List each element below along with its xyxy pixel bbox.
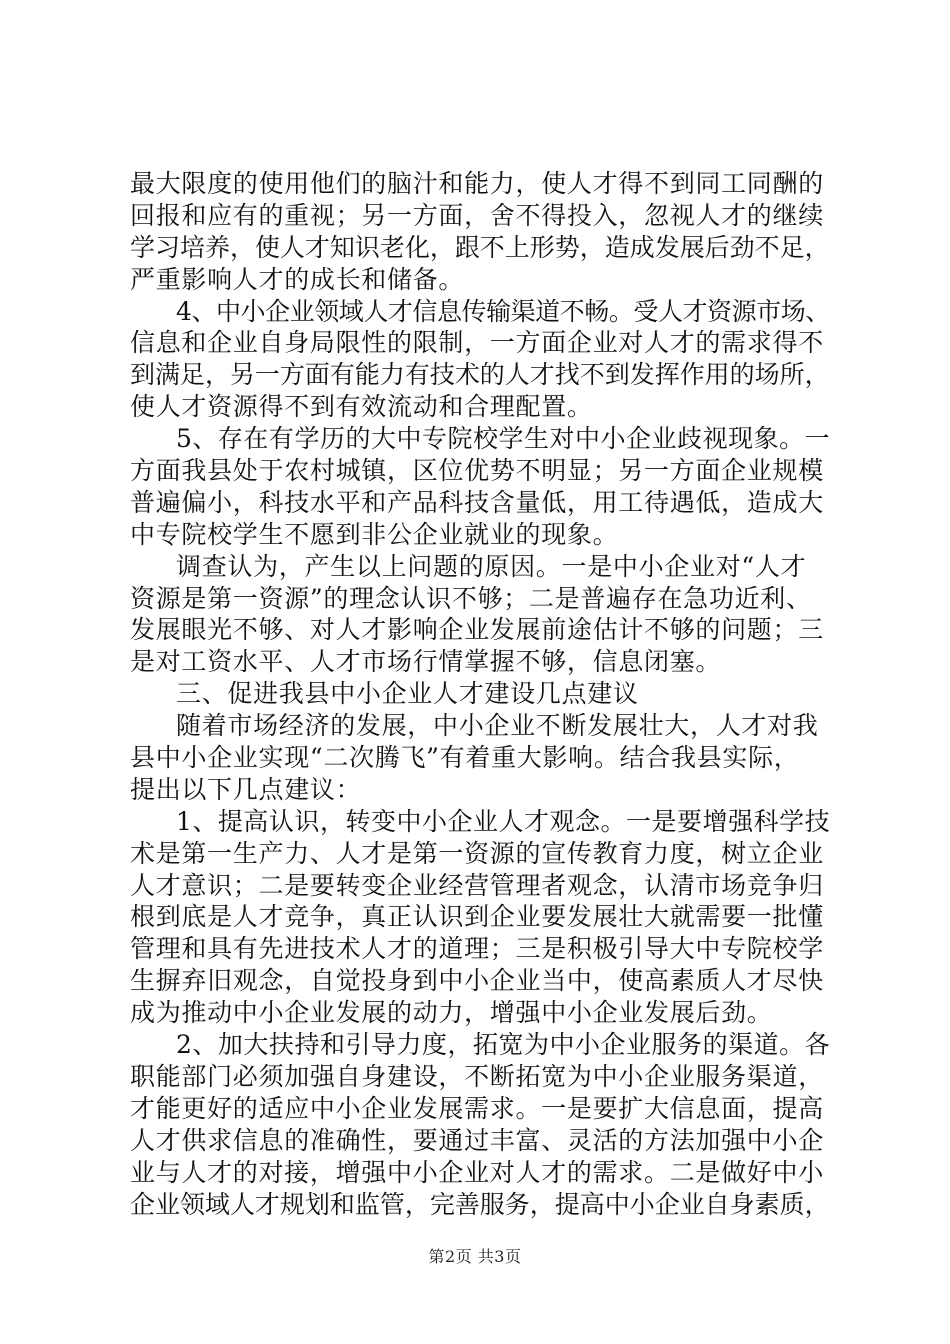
text-line: 2、加大扶持和引导力度，拓宽为中小企业服务的渠道。各 xyxy=(176,1030,831,1060)
text-line: 资源是第一资源”的理念认识不够；二是普遍存在急功近利、 xyxy=(130,583,812,613)
text-line: 中专院校学生不愿到非公企业就业的现象。 xyxy=(130,519,619,549)
text-line: 县中小企业实现“二次腾飞”有着重大影响。结合我县实际， xyxy=(130,743,800,773)
text-line: 人才供求信息的准确性，要通过丰富、灵活的方法加强中小企 xyxy=(130,1125,824,1155)
text-line: 回报和应有的重视；另一方面，舍不得投入，忽视人才的继续 xyxy=(130,200,824,230)
text-line: 企业领域人才规划和监管，完善服务，提高中小企业自身素质， xyxy=(130,1189,830,1219)
text-line: 生摒弃旧观念，自觉投身到中小企业当中，使高素质人才尽快 xyxy=(130,966,824,996)
text-line: 发展眼光不够、对人才影响企业发展前途估计不够的问题；三 xyxy=(130,615,824,645)
text-line: 学习培养，使人才知识老化，跟不上形势，造成发展后劲不足， xyxy=(130,232,830,262)
document-body xyxy=(130,168,830,1220)
text-line: 4、中小企业领域人才信息传输渠道不畅。受人才资源市场、 xyxy=(176,296,830,326)
text-line: 业与人才的对接，增强中小企业对人才的需求。二是做好中小 xyxy=(130,1157,824,1187)
text-line: 严重影响人才的成长和储备。 xyxy=(130,264,465,294)
text-line: 职能部门必须加强自身建设，不断拓宽为中小企业服务渠道， xyxy=(130,1061,824,1091)
text-line: 管理和具有先进技术人才的道理；三是积极引导大中专院校学 xyxy=(130,934,824,964)
text-line: 普遍偏小，科技水平和产品科技含量低，用工待遇低，造成大 xyxy=(130,487,824,517)
text-line: 成为推动中小企业发展的动力，增强中小企业发展后劲。 xyxy=(130,998,773,1028)
text-line: 人才意识；二是要转变企业经营管理者观念，认清市场竞争归 xyxy=(130,870,824,900)
text-line: 到满足，另一方面有能力有技术的人才找不到发挥作用的场所， xyxy=(130,360,830,390)
text-line: 最大限度的使用他们的脑汁和能力，使人才得不到同工同酬的 xyxy=(130,169,824,198)
text-line: 术是第一生产力、人才是第一资源的宣传教育力度，树立企业 xyxy=(130,838,824,868)
text-line: 调查认为，产生以上问题的原因。一是中小企业对“人才 xyxy=(176,551,807,581)
text-line: 是对工资水平、人才市场行情掌握不够，信息闭塞。 xyxy=(130,647,722,677)
text-line: 才能更好的适应中小企业发展需求。一是要扩大信息面，提高 xyxy=(130,1093,824,1123)
text-line: 5、存在有学历的大中专院校学生对中小企业歧视现象。一 xyxy=(176,424,831,454)
text-line: 三、促进我县中小企业人才建设几点建议 xyxy=(176,679,639,709)
text-line: 1、提高认识，转变中小企业人才观念。一是要增强科学技 xyxy=(176,806,831,836)
text-line: 方面我县处于农村城镇，区位优势不明显；另一方面企业规模 xyxy=(130,456,824,486)
text-line: 提出以下几点建议： xyxy=(130,774,362,804)
text-line: 信息和企业自身局限性的限制，一方面企业对人才的需求得不 xyxy=(130,328,824,358)
page-footer: 第2页 共3页 xyxy=(428,1247,522,1266)
text-line: 使人才资源得不到有效流动和合理配置。 xyxy=(130,392,593,422)
text-line: 随着市场经济的发展，中小企业不断发展壮大，人才对我 xyxy=(176,711,819,741)
text-line: 根到底是人才竞争，真正认识到企业要发展壮大就需要一批懂 xyxy=(130,902,824,932)
